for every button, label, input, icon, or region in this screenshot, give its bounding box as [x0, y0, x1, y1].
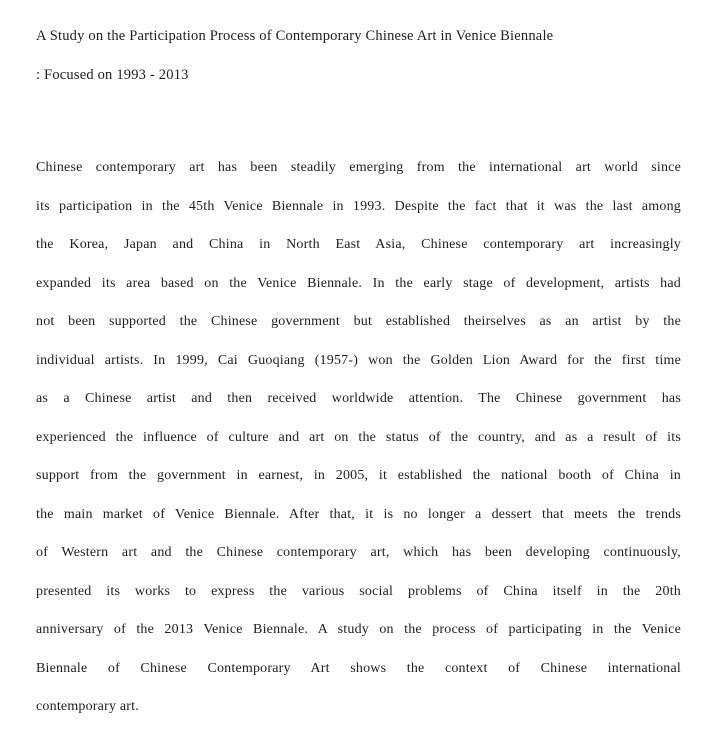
paragraph-line: support from the government in earnest, in 2005, it established the national booth of China in [36, 468, 681, 483]
body-paragraph [36, 149, 681, 727]
paragraph-line: anniversary of the 2013 Venice Biennale. A study on the process of participating in the Venice [36, 622, 681, 637]
paragraph-line: the main market of Venice Biennale. After that, it is no longer a dessert that meets the trends [36, 506, 681, 522]
paragraph-line: experienced the influence of culture and art on the status of the country, and as a result of its [36, 429, 681, 445]
paragraph-line: of Western art and the Chinese contemporary art, which has been developing continuously, [36, 545, 681, 560]
paragraph-line: the Korea, Japan and China in North East Asia, Chinese contemporary art increasingly [36, 237, 681, 252]
paragraph-line: expanded its area based on the Venice Biennale. In the early stage of development, artists had [36, 275, 681, 291]
paragraph-line: presented its works to express the various social problems of China itself in the 20th [36, 583, 681, 599]
title-line-1: A Study on the Participation Process of Contemporary Chinese Art in Venice Biennale [36, 28, 554, 44]
paragraph-line: not been supported the Chinese government but established theirselves as an artist by the [36, 314, 681, 329]
paragraph-line: as a Chinese artist and then received worldwide attention. The Chinese government has [36, 391, 681, 406]
paragraph-line: Biennale of Chinese Contemporary Art shows the context of Chinese international [36, 660, 681, 676]
paragraph-line: individual artists. In 1999, Cai Guoqiang (1957-) won the Golden Lion Award for the first time [36, 352, 681, 368]
paragraph-line: contemporary art. [36, 699, 139, 714]
title-line-2: : Focused on 1993 - 2013 [36, 66, 189, 83]
document-title [36, 17, 681, 94]
paragraph-line: Chinese contemporary art has been steadily emerging from the international art world since [36, 160, 681, 175]
paragraph-line: its participation in the 45th Venice Biennale in 1993. Despite the fact that it was the last among [36, 198, 681, 214]
